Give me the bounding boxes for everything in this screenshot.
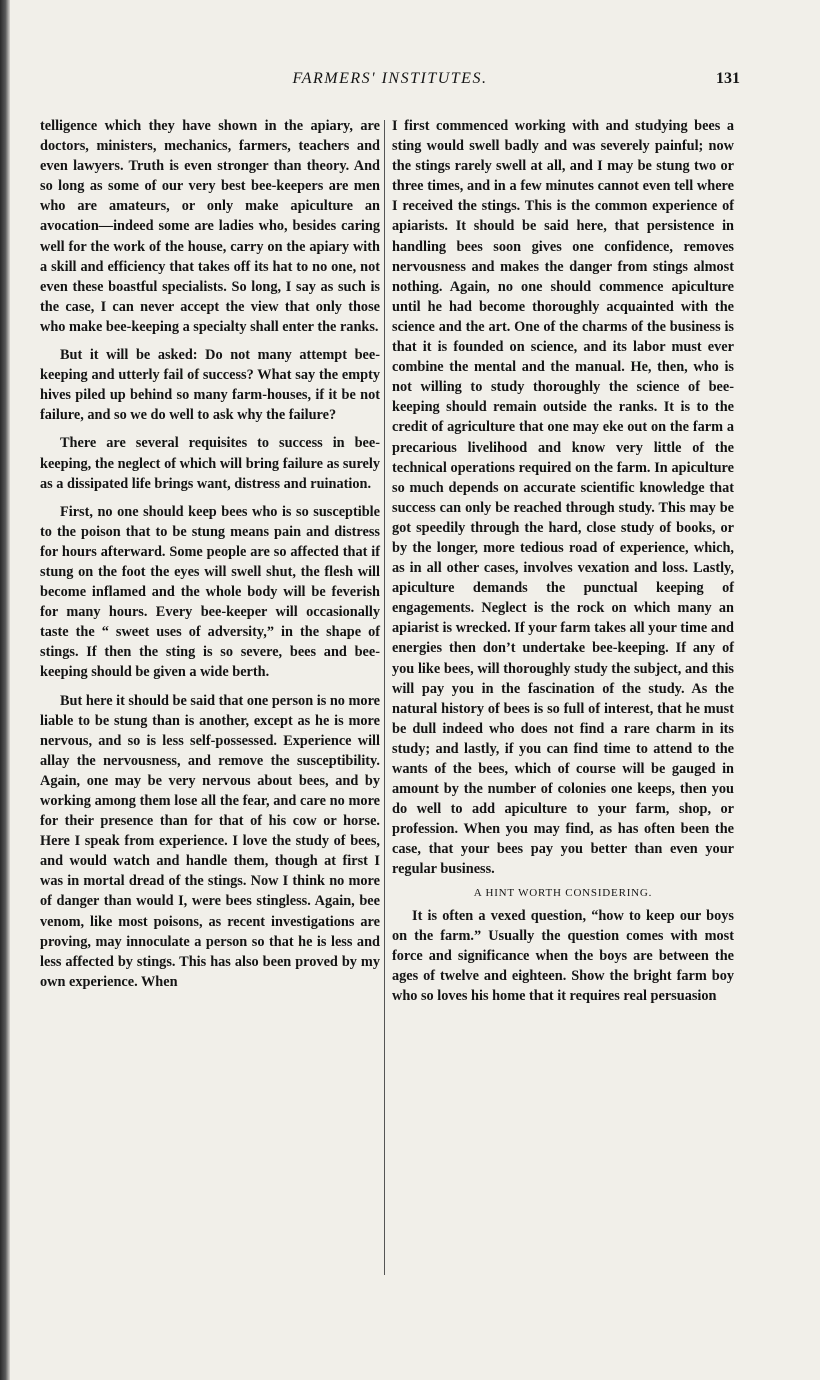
left-paragraph-1: telligence which they have shown in the apiary, are doctors, ministers, mechanics, farmers, teachers and even lawyers. Truth is even stronger than theory. And so long as some of our very best bee-keepers are men who are amateurs, or only make apiculture an avocation—indeed some are ladies who, besides caring well for the work of the house, carry on the apiary with a skill and efficiency that takes off its hat to no one, not even these boastful specialists. So long, I say as such is the case, I can never accept the view that only those who make bee-keeping a specialty shall enter the ranks. bbox=[40, 118, 380, 335]
column-divider bbox=[384, 120, 385, 1275]
left-column bbox=[40, 116, 380, 992]
section-heading: A HINT WORTH CONSIDERING. bbox=[473, 886, 653, 899]
right-column bbox=[392, 116, 734, 1006]
left-paragraph-3: There are several requisites to success in bee-keeping, the neglect of which will bring failure as surely as a dissipated life brings want, distress and ruination. bbox=[40, 435, 380, 492]
page-edge bbox=[0, 0, 10, 1380]
left-paragraph-5: But here it should be said that one person is no more liable to be stung than is another, except as he is more nervous, and so is less self-possessed. Experience will allay the nervousness, and remove the susceptibility. Again, one may be very nervous about bees, and by working among them lose all the fear, and care no more for their presence than for that of his cow or horse. Here I speak from experience. I love the study of bees, and would watch and handle them, though at first I was in mortal dread of the stings. Now I think no more of danger than would I, were bees stingless. Again, bee venom, like most poisons, as recent investigations are proving, may innoculate a person so that he is less and less affected by stings. This has also been proved by my own experience. When bbox=[40, 692, 380, 990]
right-paragraph-1: I first commenced working with and studying bees a sting would swell badly and was severely painful; now the stings rarely swell at all, and I may be stung two or three times, and in a few minutes cannot even tell where I received the stings. This is the common experience of apiarists. It should be said here, that persistence in handling bees soon gives one confidence, removes nervousness and makes the danger from stings almost nothing. Again, no one should commence apiculture until he had become thoroughly acquainted with the science and the art. One of the charms of the business is that it is founded on science, and its labor must ever combine the mental and the manual. He, then, who is not willing to study thoroughly the science of bee-keeping should remain outside the ranks. It is to the credit of agriculture that one may eke out on the farm a precarious livelihood and know very little of the technical operations required on the farm. In apiculture so much depends on accurate scientific knowledge that success can only be reached through study. This may be got speedily through the hard, close study of books, or by the longer, more tedious road of experience, which, as in all other cases, involves vexation and loss. Lastly, apiculture demands the punctual keeping of engagements. Neglect is the rock on which many an apiarist is wrecked. If your farm takes all your time and energies then don’t undertake bee-keeping. If any of you like bees, will thoroughly study the subject, and this will pay you in the fascination of the study. As the natural history of bees is so full of interest, that he must be dull indeed who does not find a rare charm in its study; and lastly, if you can find time to attend to the wants of the bees, which of course will be gauged in amount by the number of colonies one keeps, then you do well to add apiculture to your farm, shop, or profession. When you may find, as has often been the case, that your bees pay you better than even your regular business. bbox=[392, 118, 734, 878]
section-paragraph: It is often a vexed question, “how to keep our boys on the farm.” Usually the question comes with most force and significance when the boys are between the ages of twelve and eighteen. Show the bright farm boy who so loves his home that it requires real persuasion bbox=[392, 907, 734, 1004]
left-paragraph-2: But it will be asked: Do not many attempt bee-keeping and utterly fail of success? What say the empty hives piled up behind so many farm-houses, if it be not failure, and so we do well to ask why the failure? bbox=[40, 347, 380, 424]
running-title: FARMERS' INSTITUTES. bbox=[292, 70, 488, 87]
left-paragraph-4: First, no one should keep bees who is so susceptible to the poison that to be stung means pain and distress for hours afterward. Some people are so affected that if stung on the foot the eyes will swell shut, the flesh will become inflamed and the whole body will be feverish for many hours. Every bee-keeper will occasionally taste the “ sweet uses of adversity,” in the shape of stings. If then the sting is so severe, bees and bee-keeping should be given a wide berth. bbox=[40, 503, 380, 681]
page-header bbox=[40, 70, 740, 94]
page-number: 131 bbox=[716, 70, 740, 87]
